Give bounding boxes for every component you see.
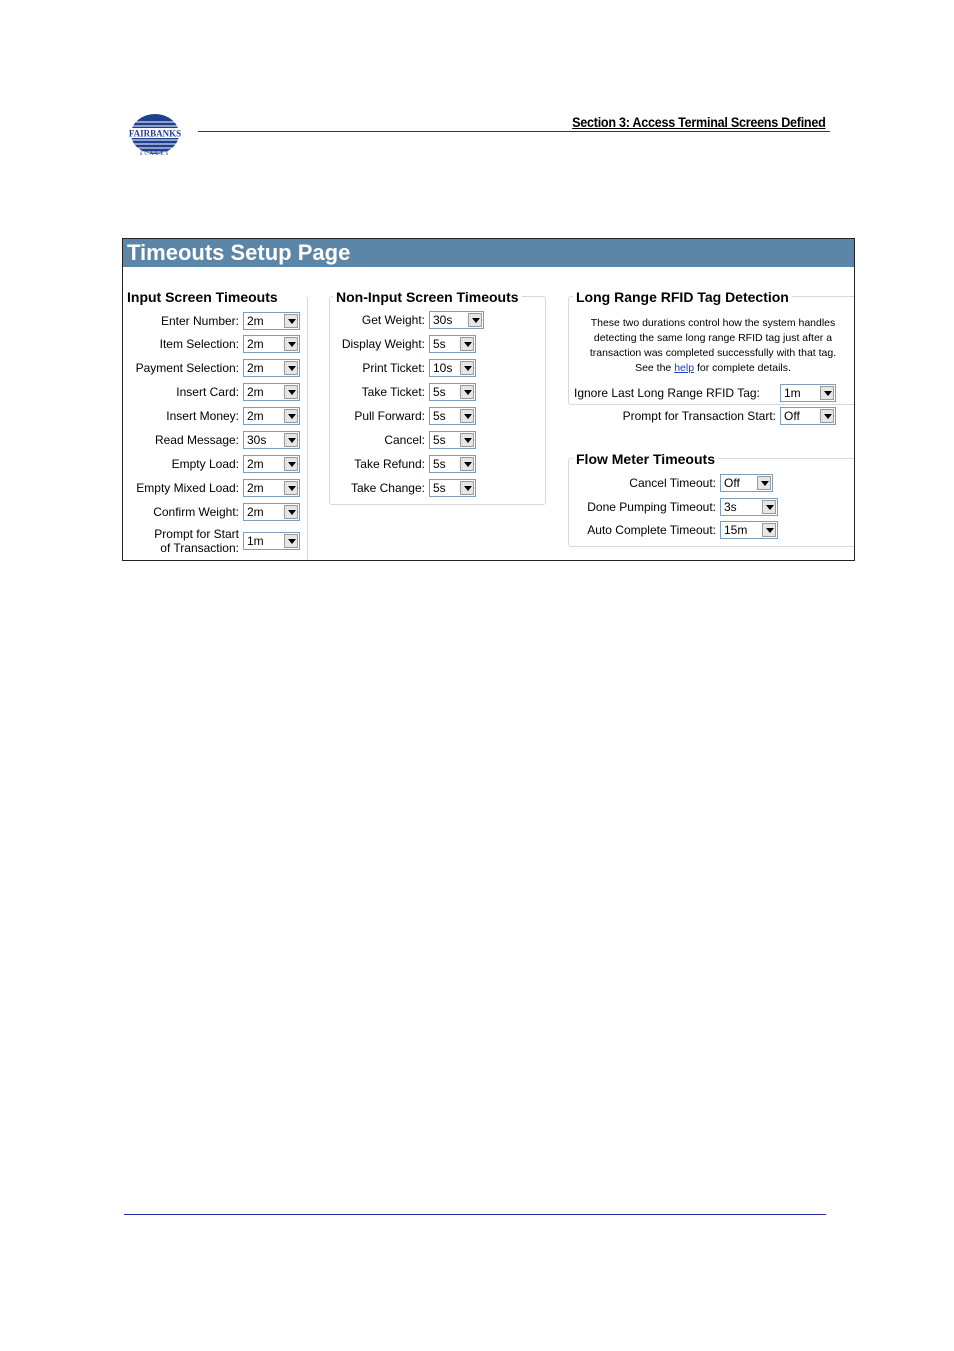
noninput-row-get-weight	[323, 310, 484, 330]
help-link[interactable]: help	[674, 362, 695, 374]
section-title: Section 3: Access Terminal Screens Defined	[572, 114, 826, 130]
rfid-row-ignore-last	[572, 383, 836, 403]
flow-label: Auto Complete Timeout:	[587, 523, 716, 537]
dropdown-arrow-icon	[460, 457, 474, 471]
input-label-line1: Prompt for Start	[154, 527, 239, 541]
display-weight-select[interactable]: 5s	[429, 335, 476, 353]
dropdown-arrow-icon	[762, 500, 776, 514]
timeouts-setup-screenshot	[122, 238, 855, 561]
rfid-note-line2: detecting the same long range RFID tag just after a	[593, 332, 833, 344]
done-pumping-select[interactable]: 3s	[720, 498, 778, 516]
read-message-select[interactable]: 30s	[243, 431, 300, 449]
input-label-two-line	[123, 527, 243, 555]
input-label-line2: of Transaction:	[160, 541, 239, 555]
dropdown-arrow-icon	[284, 314, 298, 328]
dropdown-arrow-icon	[284, 457, 298, 471]
flow-row-done-pumping	[572, 497, 778, 517]
input-row-insert-card	[123, 382, 300, 402]
noninput-row-display-weight	[323, 334, 476, 354]
take-change-select[interactable]: 5s	[429, 479, 476, 497]
rfid-note-line1: These two durations control how the system handles	[590, 317, 836, 329]
insert-money-select[interactable]: 2m	[243, 407, 300, 425]
dropdown-arrow-icon	[284, 361, 298, 375]
cancel-select[interactable]: 5s	[429, 431, 476, 449]
rfid-note-post: for complete details.	[694, 362, 791, 374]
noninput-label: Cancel:	[384, 433, 425, 447]
input-label: Empty Mixed Load:	[136, 481, 239, 495]
dropdown-arrow-icon	[460, 481, 474, 495]
logo-subtext: SCALES	[139, 152, 171, 156]
rfid-note-line4	[571, 361, 855, 376]
input-label: Item Selection:	[159, 337, 239, 351]
empty-load-select[interactable]: 2m	[243, 455, 300, 473]
dropdown-arrow-icon	[284, 337, 298, 351]
rfid-row-prompt-transaction	[572, 406, 836, 426]
input-label: Payment Selection:	[135, 361, 239, 375]
input-label: Enter Number:	[160, 314, 239, 328]
noninput-row-print-ticket	[323, 358, 476, 378]
input-label: Insert Card:	[176, 385, 239, 399]
take-refund-select[interactable]: 5s	[429, 455, 476, 473]
noninput-row-take-ticket	[323, 382, 476, 402]
insert-card-select[interactable]: 2m	[243, 383, 300, 401]
flow-row-auto-complete	[572, 520, 778, 540]
noninput-label: Display Weight:	[341, 337, 425, 351]
rfid-title: Long Range RFID Tag Detection	[573, 289, 792, 305]
input-row-read-message	[123, 430, 300, 450]
dropdown-arrow-icon	[762, 523, 776, 537]
page-title: Timeouts Setup Page	[123, 239, 854, 267]
dropdown-arrow-icon	[468, 313, 482, 327]
rfid-label: Ignore Last Long Range RFID Tag:	[574, 386, 760, 400]
dropdown-arrow-icon	[460, 385, 474, 399]
input-row-empty-load	[123, 454, 300, 474]
input-row-confirm-weight	[123, 502, 300, 522]
input-label: Read Message:	[154, 433, 239, 447]
header-rule	[198, 131, 830, 132]
dropdown-arrow-icon	[284, 534, 298, 548]
input-row-insert-money	[123, 406, 300, 426]
noninput-row-pull-forward	[323, 406, 476, 426]
input-label: Empty Load:	[171, 457, 239, 471]
dropdown-arrow-icon	[284, 409, 298, 423]
dropdown-arrow-icon	[460, 337, 474, 351]
noninput-label: Get Weight:	[361, 313, 425, 327]
dropdown-arrow-icon	[284, 505, 298, 519]
confirm-weight-select[interactable]: 2m	[243, 503, 300, 521]
prompt-start-select[interactable]: 1m	[243, 532, 300, 550]
noninput-label: Print Ticket:	[362, 361, 425, 375]
prompt-transaction-start-select[interactable]: Off	[780, 407, 836, 425]
dropdown-arrow-icon	[460, 361, 474, 375]
auto-complete-select[interactable]: 15m	[720, 521, 778, 539]
footer-rule	[124, 1214, 826, 1215]
pull-forward-select[interactable]: 5s	[429, 407, 476, 425]
input-screen-title: Input Screen Timeouts	[127, 289, 281, 305]
cancel-timeout-select[interactable]: Off	[720, 474, 773, 492]
item-selection-select[interactable]: 2m	[243, 335, 300, 353]
input-row-prompt-start	[123, 525, 300, 557]
noninput-label: Take Ticket:	[361, 385, 425, 399]
print-ticket-select[interactable]: 10s	[429, 359, 476, 377]
flow-label: Done Pumping Timeout:	[587, 500, 716, 514]
input-label: Insert Money:	[166, 409, 239, 423]
dropdown-arrow-icon	[284, 481, 298, 495]
noninput-row-take-refund	[323, 454, 476, 474]
input-row-enter-number	[123, 311, 300, 331]
noninput-label: Take Refund:	[354, 457, 425, 471]
flow-label: Cancel Timeout:	[629, 476, 716, 490]
noninput-row-cancel	[323, 430, 476, 450]
input-row-item-selection	[123, 334, 300, 354]
dropdown-arrow-icon	[284, 385, 298, 399]
non-input-screen-title: Non-Input Screen Timeouts	[333, 289, 522, 305]
dropdown-arrow-icon	[460, 409, 474, 423]
rfid-note-line3: transaction was completed successfully with that tag.	[589, 347, 837, 359]
fairbanks-logo	[124, 112, 186, 156]
flow-meter-title: Flow Meter Timeouts	[573, 451, 718, 467]
rfid-label: Prompt for Transaction Start:	[622, 409, 776, 423]
input-label: Confirm Weight:	[153, 505, 239, 519]
noninput-label: Take Change:	[350, 481, 425, 495]
ignore-last-rfid-select[interactable]: 1m	[780, 384, 836, 402]
input-row-empty-mixed-load	[123, 478, 300, 498]
take-ticket-select[interactable]: 5s	[429, 383, 476, 401]
dropdown-arrow-icon	[460, 433, 474, 447]
noninput-label: Pull Forward:	[354, 409, 425, 423]
get-weight-select[interactable]: 30s	[429, 311, 484, 329]
flow-row-cancel-timeout	[572, 473, 773, 493]
rfid-description	[571, 316, 855, 376]
dropdown-arrow-icon	[284, 433, 298, 447]
noninput-row-take-change	[323, 478, 476, 498]
empty-mixed-load-select[interactable]: 2m	[243, 479, 300, 497]
dropdown-arrow-icon	[820, 409, 834, 423]
payment-selection-select[interactable]: 2m	[243, 359, 300, 377]
dropdown-arrow-icon	[820, 386, 834, 400]
input-row-payment-selection	[123, 358, 300, 378]
logo-text: FAIRBANKS	[128, 128, 182, 139]
enter-number-select[interactable]: 2m	[243, 312, 300, 330]
rfid-note-pre: See the	[635, 362, 675, 374]
dropdown-arrow-icon	[757, 476, 771, 490]
